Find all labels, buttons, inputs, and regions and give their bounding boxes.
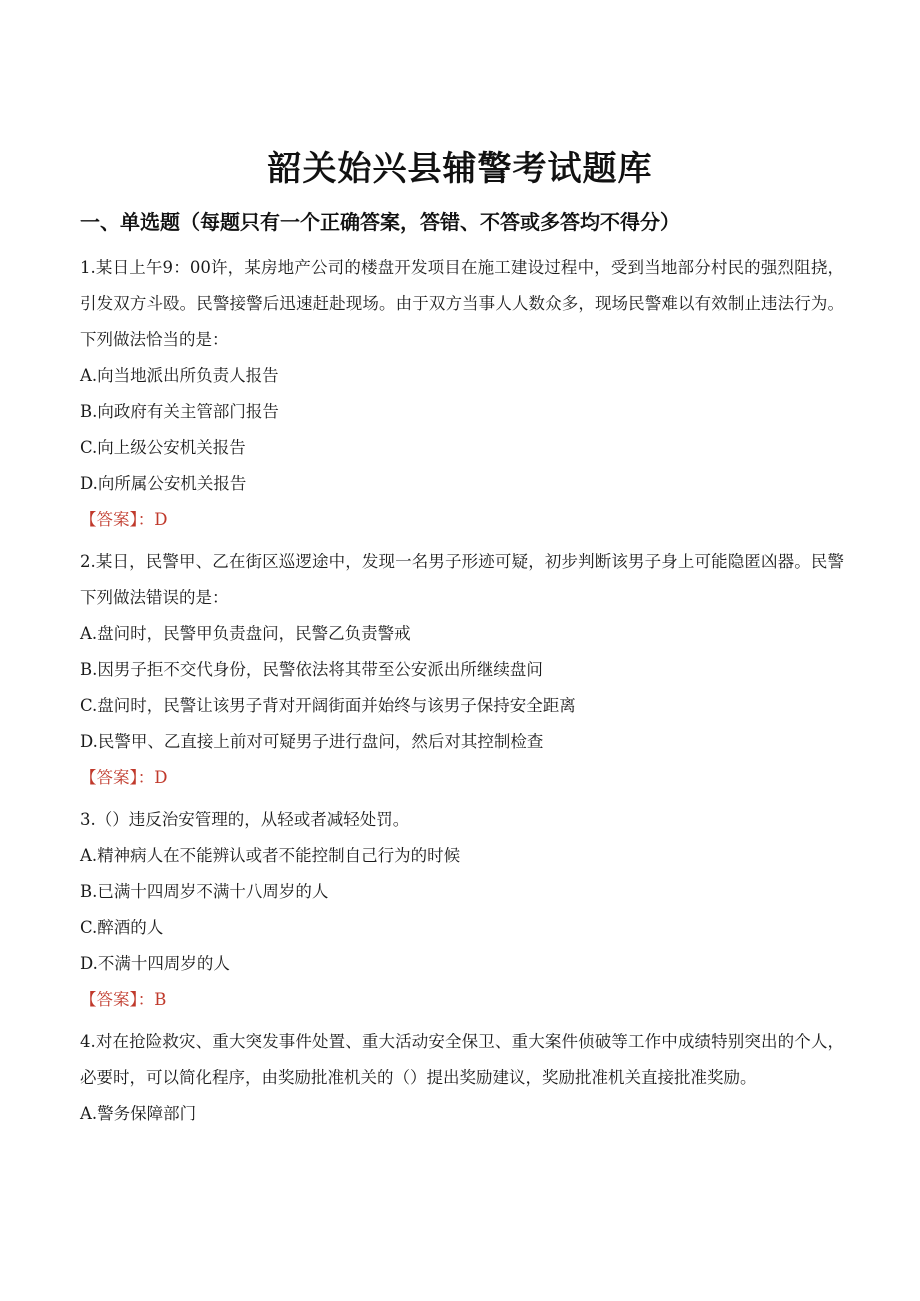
option-d: D.不满十四周岁的人 — [80, 954, 230, 973]
answer-value: D — [154, 768, 168, 787]
option-c: C.醉酒的人 — [80, 918, 164, 937]
option-a: A.精神病人在不能辨认或者不能控制自己行为的时候 — [80, 846, 461, 865]
answer-separator: ： — [137, 990, 155, 1009]
answer-label: 【答案】 — [80, 768, 138, 787]
option-b: B.向政府有关主管部门报告 — [80, 402, 279, 421]
answer-line — [80, 760, 844, 796]
answer-line — [80, 502, 844, 538]
option-b: B.已满十四周岁不满十八周岁的人 — [80, 882, 329, 901]
question-stem: 3.（）违反治安管理的，从轻或者减轻处罚。 — [80, 810, 410, 829]
option-d: D.向所属公安机关报告 — [80, 474, 247, 493]
option-b: B.因男子拒不交代身份，民警依法将其带至公安派出所继续盘问 — [80, 660, 543, 679]
question-stem: 1.某日上午9：00许，某房地产公司的楼盘开发项目在施工建设过程中，受到当地部分村民的强烈阻挠，引发双方斗殴。民警接警后迅速赶赴现场。由于双方当事人人数众多，现场民警难以有效制止违法行为。下列做法恰当的是： — [80, 258, 844, 349]
question-1 — [80, 250, 844, 538]
answer-label: 【答案】 — [80, 990, 138, 1009]
section-heading: 一、单选题（每题只有一个正确答案，答错、不答或多答均不得分） — [80, 210, 680, 234]
option-a: A.盘问时，民警甲负责盘问，民警乙负责警戒 — [80, 624, 411, 643]
option-c: C.向上级公安机关报告 — [80, 438, 246, 457]
answer-line — [80, 982, 844, 1018]
option-d: D.民警甲、乙直接上前对可疑男子进行盘问，然后对其控制检查 — [80, 732, 544, 751]
answer-label: 【答案】 — [80, 510, 138, 529]
answer-separator: ： — [137, 510, 155, 529]
document-title: 韶关始兴县辅警考试题库 — [267, 149, 653, 189]
question-2 — [80, 544, 844, 796]
answer-value: D — [154, 510, 168, 529]
option-c: C.盘问时，民警让该男子背对开阔街面并始终与该男子保持安全距离 — [80, 696, 576, 715]
question-stem: 2.某日，民警甲、乙在街区巡逻途中，发现一名男子形迹可疑，初步判断该男子身上可能隐匿凶器。民警下列做法错误的是： — [80, 552, 844, 607]
option-a: A.警务保障部门 — [80, 1104, 197, 1123]
answer-value: B — [154, 990, 167, 1009]
question-stem: 4.对在抢险救灾、重大突发事件处置、重大活动安全保卫、重大案件侦破等工作中成绩特别突出的个人，必要时，可以简化程序，由奖励批准机关的（）提出奖励建议，奖励批准机关直接批准奖励。 — [80, 1032, 844, 1087]
question-list — [80, 250, 844, 1138]
question-4 — [80, 1024, 844, 1132]
answer-separator: ： — [137, 768, 155, 787]
option-a: A.向当地派出所负责人报告 — [80, 366, 279, 385]
question-3 — [80, 802, 844, 1018]
